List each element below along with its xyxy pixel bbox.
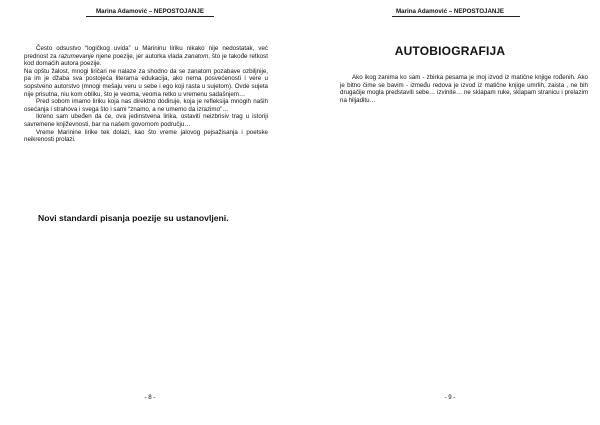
- paragraph-1: Često odsustvo “logičkog uvida” u Marininu liriku nikako nije nedostatak, već prednost za razumevanje njene poezije, jer autorka vlada zanatom, što je takođe retkost kod domaćih autora poezije.: [24, 45, 268, 68]
- running-head-left: [0, 8, 300, 17]
- running-head-text: Marina Adamović – NEPOSTOJANJE: [396, 8, 504, 15]
- paragraph-1: Ako ikog zanima ko sam - zbirka pesama je moj izvod iz matične knjige rođenih. Ako je bitno čime se bavim - između redova je izvod iz matične knjige umrlih, zaista , ne bih drugačije mogla predstaviti sebe… izvinite… ne sklapam ruke, sklapam stranicu i prelazim na hiljaditu…: [340, 74, 588, 104]
- right-page: [300, 0, 600, 425]
- italic-word: zanatom: [184, 52, 209, 60]
- paragraph-3: Pred sobom imamo liriku koja nas direktno dodiruje, koja je refleksija mnogih naših osećanja i strahova i svega što i sami “znamo, a ne umemo da izrazimo”…: [24, 98, 268, 113]
- left-body-text: [24, 45, 268, 144]
- running-head-right: [300, 8, 600, 17]
- italic-word: razumevanje: [58, 52, 94, 60]
- bold-statement: Novi standardi pisanja poezije su ustanovljeni.: [38, 213, 229, 223]
- running-head-rule: [86, 16, 214, 17]
- page-number-right: - 9 -: [444, 394, 456, 401]
- page-number-left: - 8 -: [144, 394, 156, 401]
- paragraph-2: Na opštu žalost, mnogi liričari ne nalaze za shodno da se zanatom pozabave ozbiljnije, pa im je džaba sva postojeća literarna edukacija, ako nema posvećenosti i vere u sopstveno autorstvo (mnogi mešaju veru u sebe i ego koji rasta u sujetom). Ovde sujeta nije prisutna, niu kom obliku, što je veoma, veoma retko u vremenu sadašnjem…: [24, 67, 268, 98]
- paragraph-4: Ikreno sam ubeđen da će, ova jedinstvena lirika, ostaviti neizbrisiv trag u istoriji savremene književnosti, bar na našem govornom području…: [24, 113, 268, 128]
- right-body-text: [340, 74, 588, 104]
- running-head-rule: [392, 16, 520, 17]
- paragraph-5: Vreme Marinine lirike tek dolazi, kao što vreme jalovog pejsažisanja i poetske neikrenosti prolazi.: [24, 128, 268, 144]
- running-head-text: Marina Adamović – NEPOSTOJANJE: [96, 8, 204, 15]
- chapter-title: AUTOBIOGRAFIJA: [394, 44, 506, 58]
